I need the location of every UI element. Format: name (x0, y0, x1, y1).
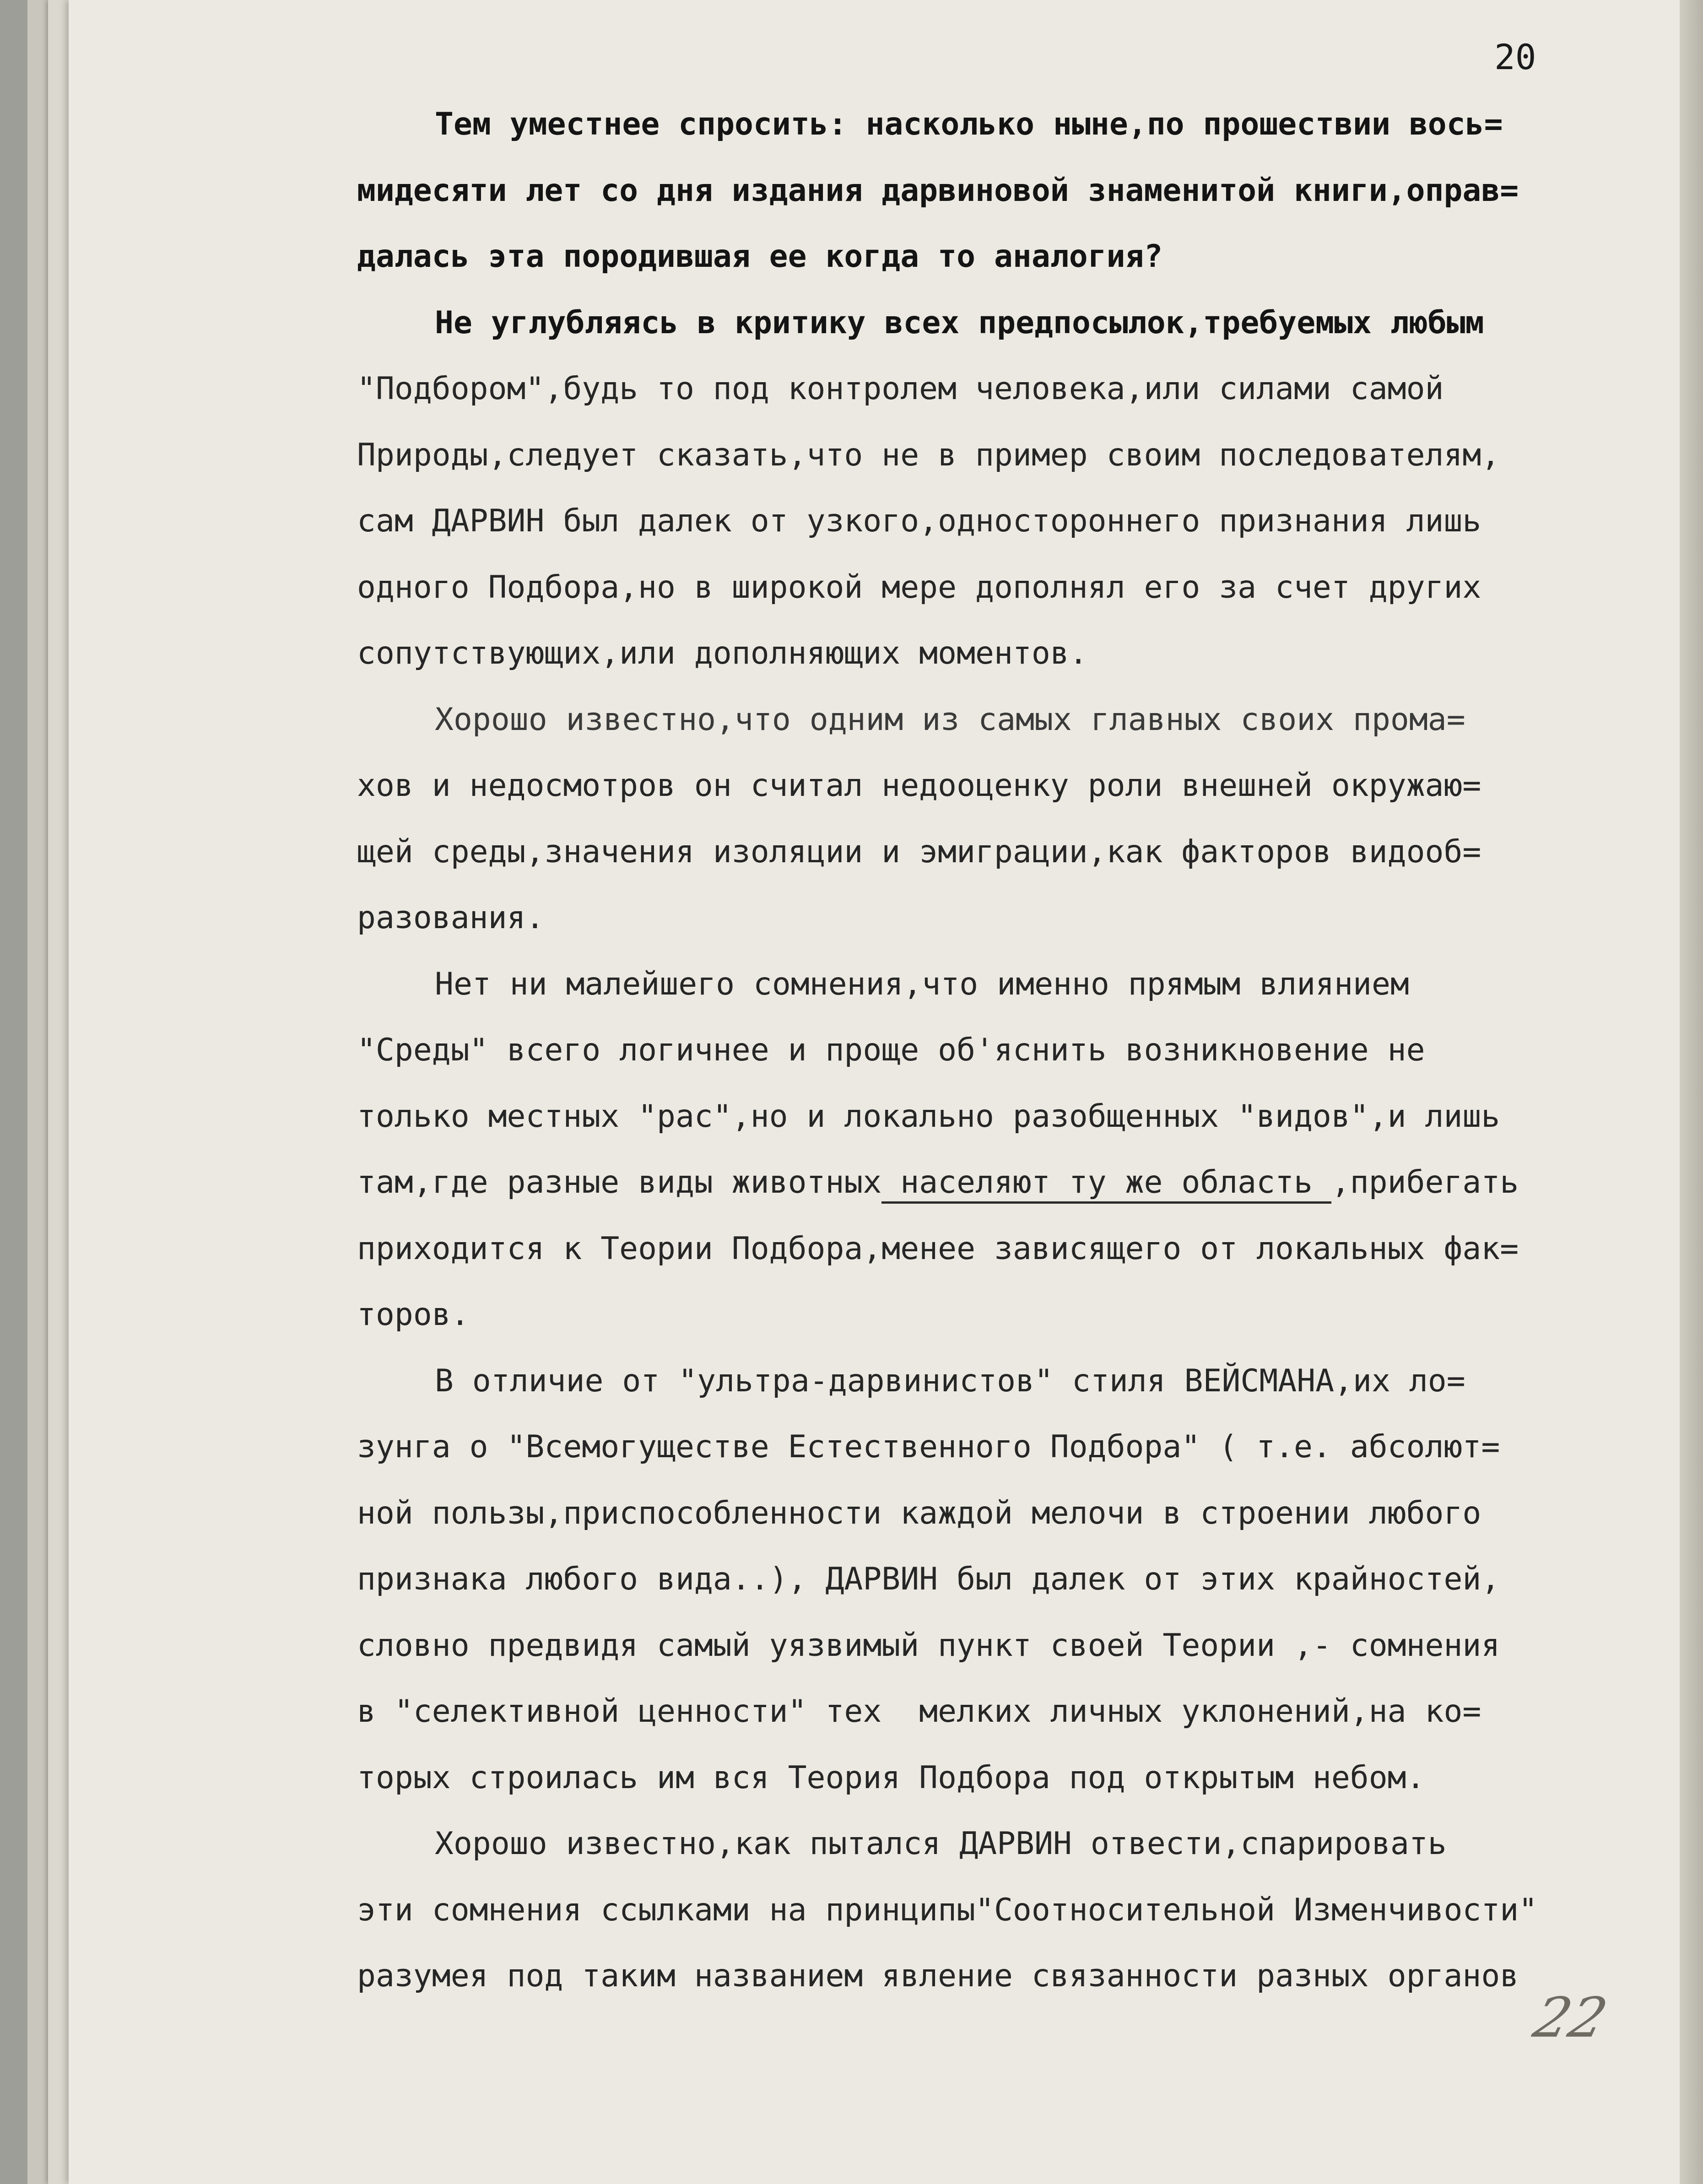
text-line: Нет ни малейшего сомнения,что именно прямым влиянием (435, 966, 1409, 1002)
text-line: словно предвидя самый уязвимый пункт своей Теории ,- сомнения (357, 1627, 1500, 1664)
text-line: эти сомнения ссылками на принципы"Соотносительной Изменчивости" (357, 1892, 1538, 1928)
text-line: В отличие от "ультра-дарвинистов" стиля ВЕЙСМАНА,их ло= (435, 1362, 1465, 1399)
text-line: зунга о "Всемогуществе Естественного Подбора" ( т.е. абсолют= (357, 1429, 1500, 1465)
text-line: мидесяти лет со дня издания дарвиновой знаменитой книги,оправ= (357, 172, 1519, 209)
text-line: хов и недосмотров он считал недооценку роли внешней окружаю= (357, 768, 1481, 804)
text-line: только местных "рас",но и локально разобщенных "видов",и лишь (357, 1098, 1500, 1135)
text-line: Хорошо известно,как пытался ДАРВИН отвести,спарировать (435, 1826, 1447, 1862)
text-segment: там,где разные виды животных (357, 1164, 882, 1200)
text-line (357, 1150, 1602, 1216)
text-line: торов. (357, 1297, 470, 1333)
text-line: разования. (357, 900, 545, 936)
text-line: в "селективной ценности" тех мелких личных уклонений,на ко= (357, 1693, 1481, 1730)
text-line: приходится к Теории Подбора,менее зависящего от локальных фак= (357, 1230, 1519, 1267)
text-segment: ,прибегать (1331, 1164, 1519, 1200)
text-line: "Подбором",будь то под контролем человека,или силами самой (357, 371, 1444, 407)
text-line: торых строилась им вся Теория Подбора под открытым небом. (357, 1759, 1425, 1796)
underlined-phrase: населяют ту же область (881, 1164, 1331, 1204)
text-line: Хорошо известно,что одним из самых главных своих прома= (435, 701, 1465, 738)
text-line: "Среды" всего логичнее и проще об'яснить возникновение не (357, 1032, 1425, 1068)
handwritten-folio-number: 22 (1527, 1986, 1614, 2050)
text-line: Не углубляясь в критику всех предпосылок,требуемых любым (435, 304, 1484, 341)
text-line: ной пользы,приспособленности каждой мелочи в строении любого (357, 1495, 1481, 1531)
document-body (357, 92, 1602, 2010)
right-page-edge (1680, 0, 1703, 2184)
text-line: сопутствующих,или дополняющих моментов. (357, 635, 1088, 671)
text-line: сам ДАРВИН был далек от узкого,одностороннего признания лишь (357, 503, 1481, 539)
text-line: далась эта породившая ее когда то аналогия? (357, 238, 1163, 275)
text-line: признака любого вида..), ДАРВИН был далек от этих крайностей, (357, 1561, 1500, 1597)
text-line: Природы,следует сказать,что не в пример своим последователям, (357, 437, 1500, 473)
page-number: 20 (1494, 37, 1536, 77)
text-line: щей среды,значения изоляции и эмиграции,как факторов видооб= (357, 833, 1481, 870)
text-line: разумея под таким названием явление связанности разных органов (357, 1958, 1519, 1994)
text-line: Тем уместнее спросить: насколько ныне,по прошествии вось= (435, 106, 1503, 142)
text-line: одного Подбора,но в широкой мере дополнял его за счет других (357, 569, 1481, 605)
